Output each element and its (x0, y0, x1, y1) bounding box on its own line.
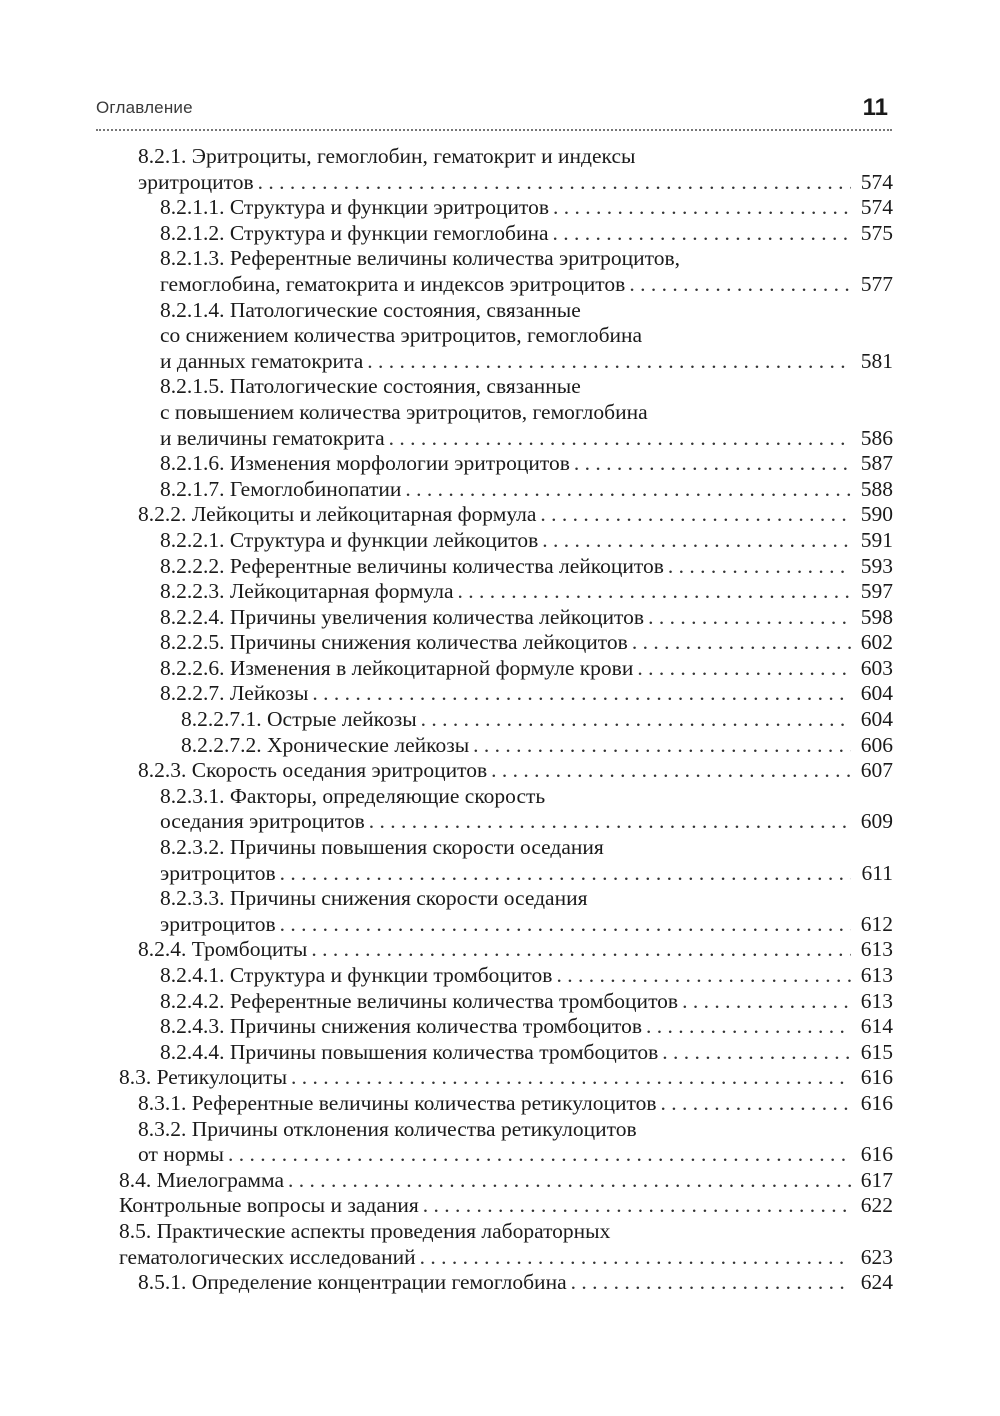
toc-entry-last-line (160, 989, 893, 1015)
toc-entry-last-line (138, 502, 893, 528)
toc-page-number: 591 (860, 527, 893, 552)
toc-entry-line: эритроцитов (160, 860, 276, 885)
dot-leader (473, 733, 851, 759)
toc-entry[interactable] (119, 1193, 893, 1219)
dot-leader (280, 912, 851, 938)
toc-entry-last-line (119, 1065, 893, 1091)
dot-leader (571, 1270, 851, 1296)
toc-entry-last-line (160, 809, 893, 835)
toc-entry-line: и данных гематокрита (160, 348, 364, 373)
toc-entry-last-line (160, 528, 893, 554)
toc-page-number: 623 (860, 1244, 893, 1269)
header-dotted-rule (96, 129, 892, 131)
toc-entry-line: и величины гематокрита (160, 425, 385, 450)
toc-entry[interactable] (138, 1117, 893, 1168)
toc-entry[interactable] (160, 886, 893, 937)
toc-page-number: 604 (860, 681, 893, 706)
dot-leader (637, 656, 851, 682)
toc-entry-line: эритроцитов (138, 169, 254, 194)
toc-entry[interactable] (181, 707, 893, 733)
toc-entry-line: 8.2.1.6. Изменения морфологии эритроцитов (160, 451, 570, 476)
toc-entry-line: 8.4. Миелограмма (119, 1167, 284, 1192)
toc-entry[interactable] (160, 298, 893, 375)
toc-entry[interactable] (119, 1219, 893, 1270)
dot-leader (629, 272, 851, 298)
toc-page-number: 616 (860, 1090, 893, 1115)
toc-entry-line: с повышением количества эритроцитов, гемоглобина (160, 399, 648, 424)
toc-entry[interactable] (138, 502, 893, 528)
toc-page-number: 597 (860, 579, 893, 604)
toc-entry-last-line (160, 656, 893, 682)
toc-entry[interactable] (160, 1014, 893, 1040)
toc-page-number: 622 (860, 1193, 893, 1218)
toc-entry[interactable] (138, 1091, 893, 1117)
toc-entry-last-line (138, 758, 893, 784)
dot-leader (367, 349, 851, 375)
toc-page-number: 617 (860, 1167, 893, 1192)
toc-entry-line: оседания эритроцитов (160, 809, 365, 834)
toc-entry-line: 8.2.1.1. Структура и функции эритроцитов (160, 195, 550, 220)
toc-entry-last-line (160, 579, 893, 605)
toc-entry-line: 8.3. Ретикулоциты (119, 1065, 288, 1090)
toc-entry-last-line (160, 195, 893, 221)
toc-entry-last-line (160, 1040, 893, 1066)
toc-entry-last-line (119, 1193, 893, 1219)
toc-entry-line: 8.2.4.4. Причины повышения количества тромбоцитов (160, 1039, 659, 1064)
toc-entry-line: 8.2.1.7. Гемоглобинопатии (160, 476, 402, 501)
toc-page-number: 586 (860, 425, 893, 450)
toc-entry-last-line (160, 426, 893, 452)
toc-entry-last-line (160, 681, 893, 707)
toc-entry-last-line (160, 477, 893, 503)
page-number: 11 (862, 94, 888, 121)
dot-leader (458, 579, 851, 605)
toc-entry[interactable] (160, 784, 893, 835)
toc-entry-line: 8.2.2.1. Структура и функции лейкоцитов (160, 527, 539, 552)
toc-entry-last-line (160, 912, 893, 938)
toc-page-number: 575 (860, 220, 893, 245)
toc-entry-last-line (138, 1142, 893, 1168)
toc-entry-last-line (119, 1168, 893, 1194)
toc-page-number: 590 (860, 502, 893, 527)
toc-entry-line: 8.2.2.4. Причины увеличения количества лейкоцитов (160, 604, 645, 629)
toc-entry-line: 8.2.1.2. Структура и функции гемоглобина (160, 220, 549, 245)
toc-page-number: 587 (860, 451, 893, 476)
toc-entry-last-line (160, 451, 893, 477)
dot-leader (421, 707, 851, 733)
toc-entry-last-line (138, 1091, 893, 1117)
toc-entry-line: 8.2.2.6. Изменения в лейкоцитарной формуле крови (160, 655, 634, 680)
dot-leader (646, 1014, 851, 1040)
toc-entry-line: 8.2.2.7.1. Острые лейкозы (181, 707, 417, 732)
toc-entry[interactable] (160, 374, 893, 451)
toc-entry-line: 8.2.3.3. Причины снижения скорости оседания (160, 886, 588, 911)
dot-leader (491, 758, 851, 784)
toc-entry-last-line (160, 554, 893, 580)
toc-page-number: 593 (860, 553, 893, 578)
toc-page-number: 614 (860, 1014, 893, 1039)
dot-leader (648, 605, 851, 631)
toc-entry-line: 8.2.2.7. Лейкозы (160, 681, 309, 706)
toc-entry-line: 8.2.2.2. Референтные величины количества лейкоцитов (160, 553, 664, 578)
dot-leader (288, 1168, 851, 1194)
toc-entry-last-line (160, 221, 893, 247)
toc-entry-line: 8.2.2.7.2. Хронические лейкозы (181, 732, 470, 757)
toc-page-number: 602 (860, 630, 893, 655)
toc-entry[interactable] (160, 221, 893, 247)
dot-leader (553, 221, 851, 247)
dot-leader (311, 937, 851, 963)
dot-leader (280, 861, 851, 887)
toc-page-number: 611 (861, 860, 893, 885)
toc-page-number: 607 (860, 758, 893, 783)
toc-entry[interactable] (160, 451, 893, 477)
toc-page-number: 616 (860, 1142, 893, 1167)
toc-entry[interactable] (138, 758, 893, 784)
toc-page-number: 581 (860, 348, 893, 373)
toc-page-number: 574 (860, 169, 893, 194)
running-header-title: Оглавление (96, 98, 193, 117)
toc-entry-line: 8.2.1.3. Референтные величины количества эритроцитов, (160, 246, 681, 271)
toc-entry[interactable] (160, 605, 893, 631)
toc-entry-last-line (160, 605, 893, 631)
toc-page-number: 613 (860, 988, 893, 1013)
toc-entry-line: эритроцитов (160, 911, 276, 936)
toc-entry[interactable] (160, 681, 893, 707)
toc-page-number: 624 (860, 1270, 893, 1295)
dot-leader (540, 502, 851, 528)
toc-page-number: 604 (860, 707, 893, 732)
toc-entry[interactable] (160, 963, 893, 989)
toc-page-number: 577 (860, 271, 893, 296)
dot-leader (405, 477, 851, 503)
dot-leader (258, 170, 851, 196)
toc-entry[interactable] (160, 195, 893, 221)
dot-leader (542, 528, 851, 554)
toc-entry[interactable] (160, 246, 893, 297)
dot-leader (632, 630, 851, 656)
toc-entry[interactable] (181, 733, 893, 759)
toc-entry-last-line (160, 1014, 893, 1040)
toc-entry-line: 8.2.3.2. Причины повышения скорости оседания (160, 835, 604, 860)
toc-entry[interactable] (160, 579, 893, 605)
toc-entry-line: со снижением количества эритроцитов, гемоглобина (160, 323, 643, 348)
dot-leader (312, 681, 851, 707)
dot-leader (556, 963, 851, 989)
toc-entry[interactable] (160, 630, 893, 656)
toc-entry[interactable] (160, 528, 893, 554)
dot-leader (423, 1193, 851, 1219)
toc-entry-last-line (160, 272, 893, 298)
toc-entry-last-line (138, 170, 893, 196)
running-header (96, 92, 892, 126)
toc-entry-last-line (160, 861, 893, 887)
toc-entry-line: 8.2.4.1. Структура и функции тромбоцитов (160, 963, 553, 987)
toc-entry[interactable] (160, 835, 893, 886)
toc-page-number: 598 (860, 604, 893, 629)
toc-entry-line: 8.2.3. Скорость оседания эритроцитов (138, 758, 488, 783)
toc-entry-line: 8.3.2. Причины отклонения количества ретикулоцитов (138, 1116, 637, 1141)
toc-entry[interactable] (138, 1270, 893, 1296)
toc-page-number: 616 (860, 1065, 893, 1090)
toc-page-number: 613 (860, 963, 893, 987)
toc-entry-line: от нормы (138, 1142, 224, 1167)
toc-entry-line: 8.2.3.1. Факторы, определяющие скорость (160, 783, 546, 808)
dot-leader (682, 989, 851, 1015)
toc-entry[interactable] (138, 937, 893, 963)
toc-entry[interactable] (160, 656, 893, 682)
dot-leader (228, 1142, 851, 1168)
dot-leader (661, 1091, 851, 1117)
toc-entry-last-line (160, 963, 893, 989)
toc-page-number: 612 (860, 911, 893, 936)
toc-page-number: 588 (860, 476, 893, 501)
dot-leader (369, 809, 851, 835)
toc-entry[interactable] (160, 554, 893, 580)
toc-entry[interactable] (160, 477, 893, 503)
toc-entry-line: 8.3.1. Референтные величины количества ретикулоцитов (138, 1090, 657, 1115)
toc-entry-line: 8.2.2. Лейкоциты и лейкоцитарная формула (138, 502, 537, 527)
toc-entry-line: 8.2.4.2. Референтные величины количества тромбоцитов (160, 988, 679, 1013)
toc-entry-line: Контрольные вопросы и задания (119, 1193, 419, 1218)
toc-entry-last-line (138, 1270, 893, 1296)
toc-entry-line: 8.2.1.4. Патологические состояния, связанные (160, 297, 581, 322)
dot-leader (291, 1065, 851, 1091)
toc-entry[interactable] (119, 1168, 893, 1194)
toc-entry-line: 8.2.4. Тромбоциты (138, 937, 308, 962)
dot-leader (553, 195, 851, 221)
toc-entry-line: 8.2.1. Эритроциты, гемоглобин, гематокрит и индексы (138, 144, 636, 168)
dot-leader (420, 1245, 851, 1271)
toc-page-number: 574 (860, 195, 893, 220)
dot-leader (574, 451, 851, 477)
toc-page-number: 609 (860, 809, 893, 834)
toc-page-number: 606 (860, 732, 893, 757)
toc-entry-line: 8.2.2.5. Причины снижения количества лейкоцитов (160, 630, 628, 655)
toc-entry[interactable] (138, 144, 893, 195)
toc-entry-last-line (138, 937, 893, 963)
toc-entry-last-line (181, 707, 893, 733)
toc-entry[interactable] (160, 989, 893, 1015)
toc-entry-line: 8.2.2.3. Лейкоцитарная формула (160, 579, 454, 604)
toc-entry-last-line (181, 733, 893, 759)
dot-leader (389, 426, 851, 452)
toc-entry[interactable] (119, 1065, 893, 1091)
toc-entry-last-line (160, 630, 893, 656)
table-of-contents (119, 144, 893, 1296)
toc-page-number: 615 (860, 1039, 893, 1064)
toc-entry-last-line (160, 349, 893, 375)
toc-entry-line: 8.5. Практические аспекты проведения лабораторных (119, 1218, 611, 1243)
toc-entry-line: 8.5.1. Определение концентрации гемоглобина (138, 1270, 567, 1295)
toc-entry-line: гематологических исследований (119, 1244, 416, 1269)
toc-page-number: 613 (860, 937, 893, 962)
toc-entry-line: гемоглобина, гематокрита и индексов эритроцитов (160, 271, 626, 296)
toc-entry[interactable] (160, 1040, 893, 1066)
dot-leader (668, 554, 851, 580)
toc-entry-last-line (119, 1245, 893, 1271)
toc-entry-line: 8.2.1.5. Патологические состояния, связанные (160, 374, 581, 399)
dot-leader (662, 1040, 851, 1066)
toc-page-number: 603 (860, 655, 893, 680)
toc-entry-line: 8.2.4.3. Причины снижения количества тромбоцитов (160, 1014, 642, 1039)
